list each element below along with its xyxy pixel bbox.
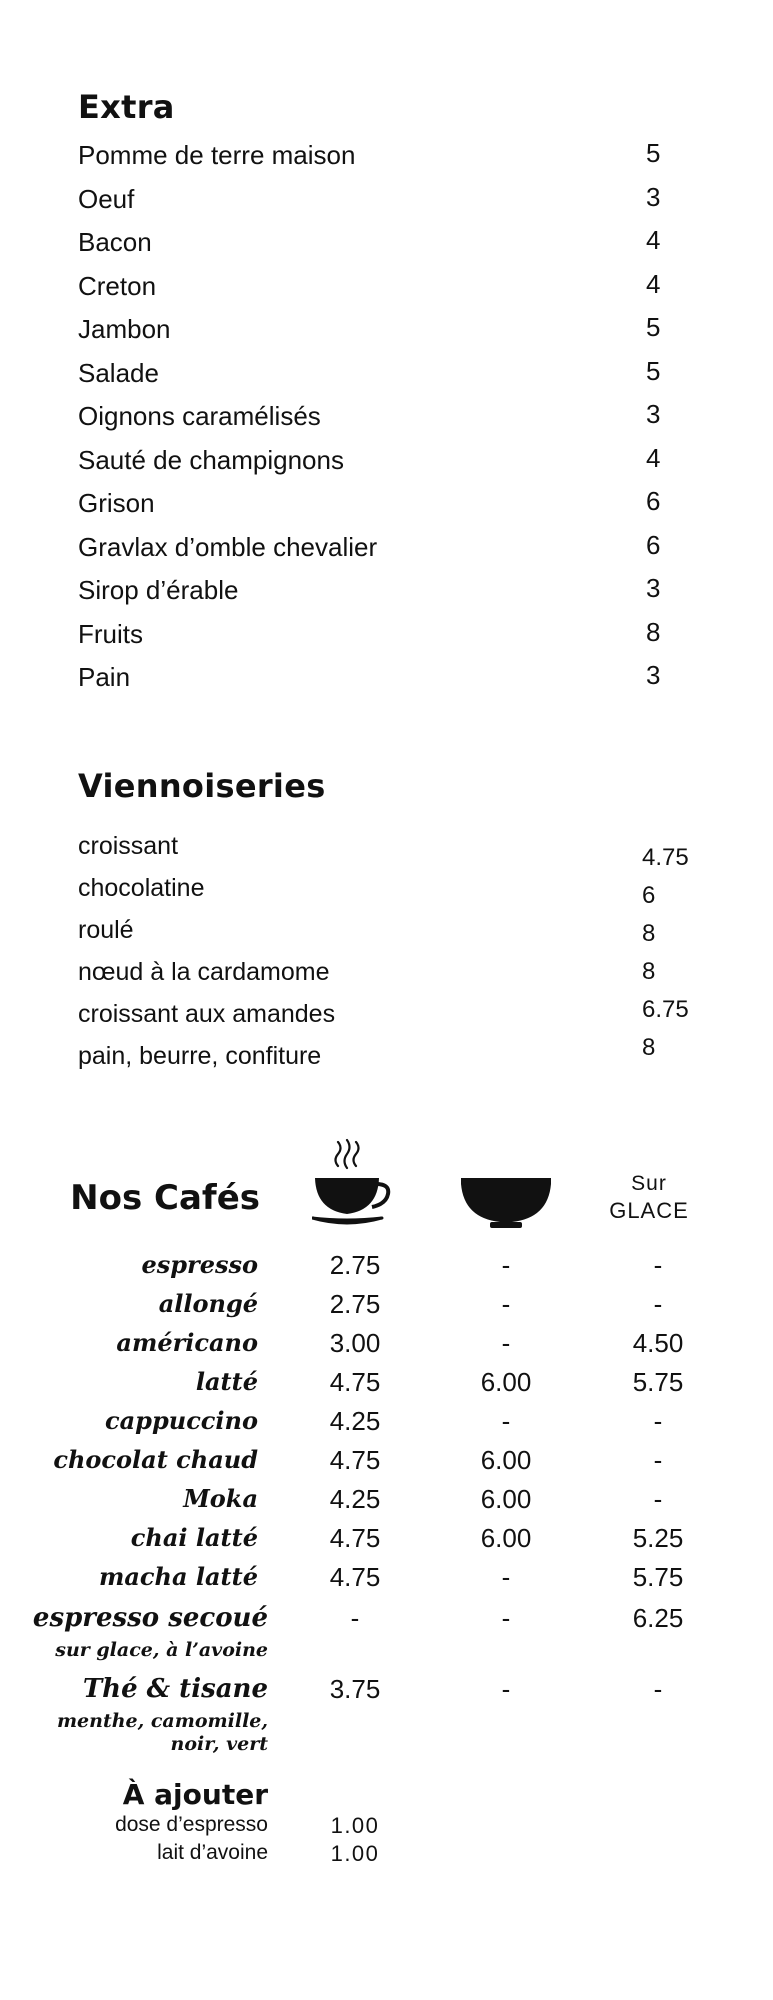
item-name: Grison: [78, 488, 155, 518]
glace-price: 5.75: [632, 1562, 684, 1592]
extra-list: [78, 140, 698, 706]
add-on-name: lait d’avoine: [157, 1841, 268, 1864]
item-price: 8: [642, 958, 656, 985]
bowl-icon: [460, 1178, 552, 1230]
menu-item: [78, 227, 698, 271]
item-name: Creton: [78, 270, 157, 301]
cup-price: 3.00: [329, 1328, 381, 1358]
menu-item: [78, 401, 698, 445]
cup-price: 2.75: [329, 1289, 381, 1319]
cup-price: 4.75: [329, 1445, 381, 1475]
bowl-price: -: [501, 1289, 511, 1319]
glace-price: -: [653, 1289, 663, 1319]
item-name: croissant: [78, 832, 179, 860]
item-name: chocolatine: [78, 874, 205, 902]
item-name: roulé: [78, 916, 134, 944]
cup-price: 4.25: [329, 1406, 381, 1436]
cafes-heading: Nos Cafés: [70, 1178, 260, 1218]
glace-price: -: [653, 1406, 663, 1436]
add-on-row: [0, 1841, 773, 1871]
cafe-row: [0, 1328, 773, 1364]
bowl-price: -: [501, 1328, 511, 1358]
cafe-row: [0, 1523, 773, 1559]
item-price: 6.75: [642, 996, 689, 1023]
add-on-price: 1.00: [330, 1813, 380, 1838]
item-price: 5: [646, 312, 661, 342]
item-price: 3: [646, 660, 661, 690]
cup-price: 4.25: [329, 1484, 381, 1514]
cafe-row: [0, 1445, 773, 1481]
item-price: 5: [646, 355, 661, 386]
cafe-subtitle: menthe, camomille,: [56, 1710, 268, 1732]
cafe-subtitle: sur glace, à l’avoine: [55, 1639, 268, 1661]
ajouter-heading: À ajouter: [122, 1778, 268, 1811]
cafe-name: macha latté: [98, 1562, 258, 1591]
item-name: Oeuf: [78, 183, 135, 214]
glace-price: 5.25: [632, 1523, 684, 1553]
glace-price: 4.50: [632, 1328, 684, 1358]
glace-label-line2: GLACE: [609, 1198, 689, 1223]
item-price: 8: [642, 920, 656, 947]
menu-item: [78, 442, 698, 489]
item-price: 4: [646, 225, 661, 255]
cafe-name: chocolat chaud: [53, 1445, 258, 1474]
bowl-price: -: [501, 1562, 511, 1592]
item-price: 3: [646, 399, 661, 429]
bowl-price: -: [501, 1406, 511, 1436]
cafe-row: [0, 1484, 773, 1520]
item-price: 3: [646, 181, 661, 212]
viennoiseries-heading: Viennoiseries: [78, 767, 326, 805]
cafe-name: espresso secoué: [32, 1603, 268, 1633]
menu-item: [78, 268, 698, 315]
cafe-name: cappuccino: [105, 1406, 258, 1435]
menu-item: [78, 616, 698, 663]
cup-price: 4.75: [329, 1562, 381, 1592]
cafe-row: [0, 1562, 773, 1598]
cafe-subtitle: noir, vert: [170, 1733, 268, 1755]
menu-item: [78, 662, 698, 706]
item-price: 8: [646, 616, 661, 647]
cup-price: -: [350, 1603, 360, 1633]
bowl-price: 6.00: [480, 1484, 532, 1514]
cafe-name: Moka: [183, 1484, 258, 1513]
item-price: 5: [646, 138, 661, 168]
menu-item: [78, 575, 698, 619]
cafe-name: américano: [116, 1328, 258, 1357]
menu-item: [78, 140, 698, 184]
item-name: Bacon: [78, 227, 152, 257]
cafe-row: [0, 1250, 773, 1286]
glace-price: -: [653, 1445, 663, 1475]
item-price: 8: [642, 1034, 656, 1061]
item-name: Fruits: [78, 618, 143, 649]
extra-heading: Extra: [78, 88, 175, 126]
cup-price: 2.75: [329, 1250, 381, 1280]
item-price: 6: [646, 529, 661, 560]
bowl-price: 6.00: [480, 1445, 532, 1475]
menu-item: [78, 355, 698, 402]
cafe-name: latté: [195, 1367, 258, 1396]
glace-price: -: [653, 1674, 663, 1704]
bowl-price: -: [501, 1603, 511, 1633]
bowl-price: -: [501, 1674, 511, 1704]
cafe-name: allongé: [158, 1289, 258, 1318]
item-name: Oignons caramélisés: [78, 401, 321, 431]
item-name: pain, beurre, confiture: [78, 1042, 322, 1070]
cafe-name: espresso: [141, 1250, 258, 1279]
cafe-row: [0, 1406, 773, 1442]
item-name: Pomme de terre maison: [78, 140, 356, 170]
menu-item: [78, 529, 698, 576]
cup-price: 4.75: [329, 1523, 381, 1553]
item-name: Gravlax d’omble chevalier: [78, 531, 378, 562]
cafe-row: [0, 1367, 773, 1403]
glace-price: -: [653, 1484, 663, 1514]
glace-price: -: [653, 1250, 663, 1280]
cafe-name: Thé & tisane: [82, 1674, 268, 1704]
glace-price: 5.75: [632, 1367, 684, 1397]
item-name: Salade: [78, 357, 159, 388]
item-name: nœud à la cardamome: [78, 958, 330, 986]
add-on-row: [0, 1813, 773, 1843]
bowl-price: 6.00: [480, 1367, 532, 1397]
cafe-row: [0, 1289, 773, 1325]
cup-price: 3.75: [329, 1674, 381, 1704]
item-price: 6: [642, 882, 656, 909]
item-name: Sauté de champignons: [78, 444, 344, 475]
cafe-row: [0, 1603, 773, 1661]
menu-item: [78, 181, 698, 228]
cafe-row: [0, 1674, 773, 1755]
item-price: 4.75: [642, 844, 689, 871]
item-name: Sirop d’érable: [78, 575, 239, 605]
item-name: croissant aux amandes: [78, 1000, 336, 1028]
cafe-name: chai latté: [130, 1523, 258, 1552]
cup-price: 4.75: [329, 1367, 381, 1397]
glace-label-line1: Sur: [631, 1172, 667, 1195]
item-name: Jambon: [78, 314, 171, 344]
viennoiseries-names: [78, 832, 335, 1084]
menu-item: [78, 488, 698, 532]
glace-price: 6.25: [632, 1603, 684, 1633]
viennoiseries-prices: [642, 844, 689, 1072]
item-price: 4: [646, 442, 661, 473]
bowl-price: 6.00: [480, 1523, 532, 1553]
item-price: 6: [646, 486, 661, 516]
item-price: 4: [646, 268, 661, 299]
menu-item: [78, 314, 698, 358]
glace-column-header: [594, 1170, 704, 1224]
bowl-price: -: [501, 1250, 511, 1280]
item-name: Pain: [78, 662, 131, 692]
item-price: 3: [646, 573, 661, 603]
add-on-price: 1.00: [330, 1841, 380, 1866]
add-on-name: dose d’espresso: [115, 1813, 268, 1836]
coffee-cup-icon: [312, 1138, 392, 1228]
